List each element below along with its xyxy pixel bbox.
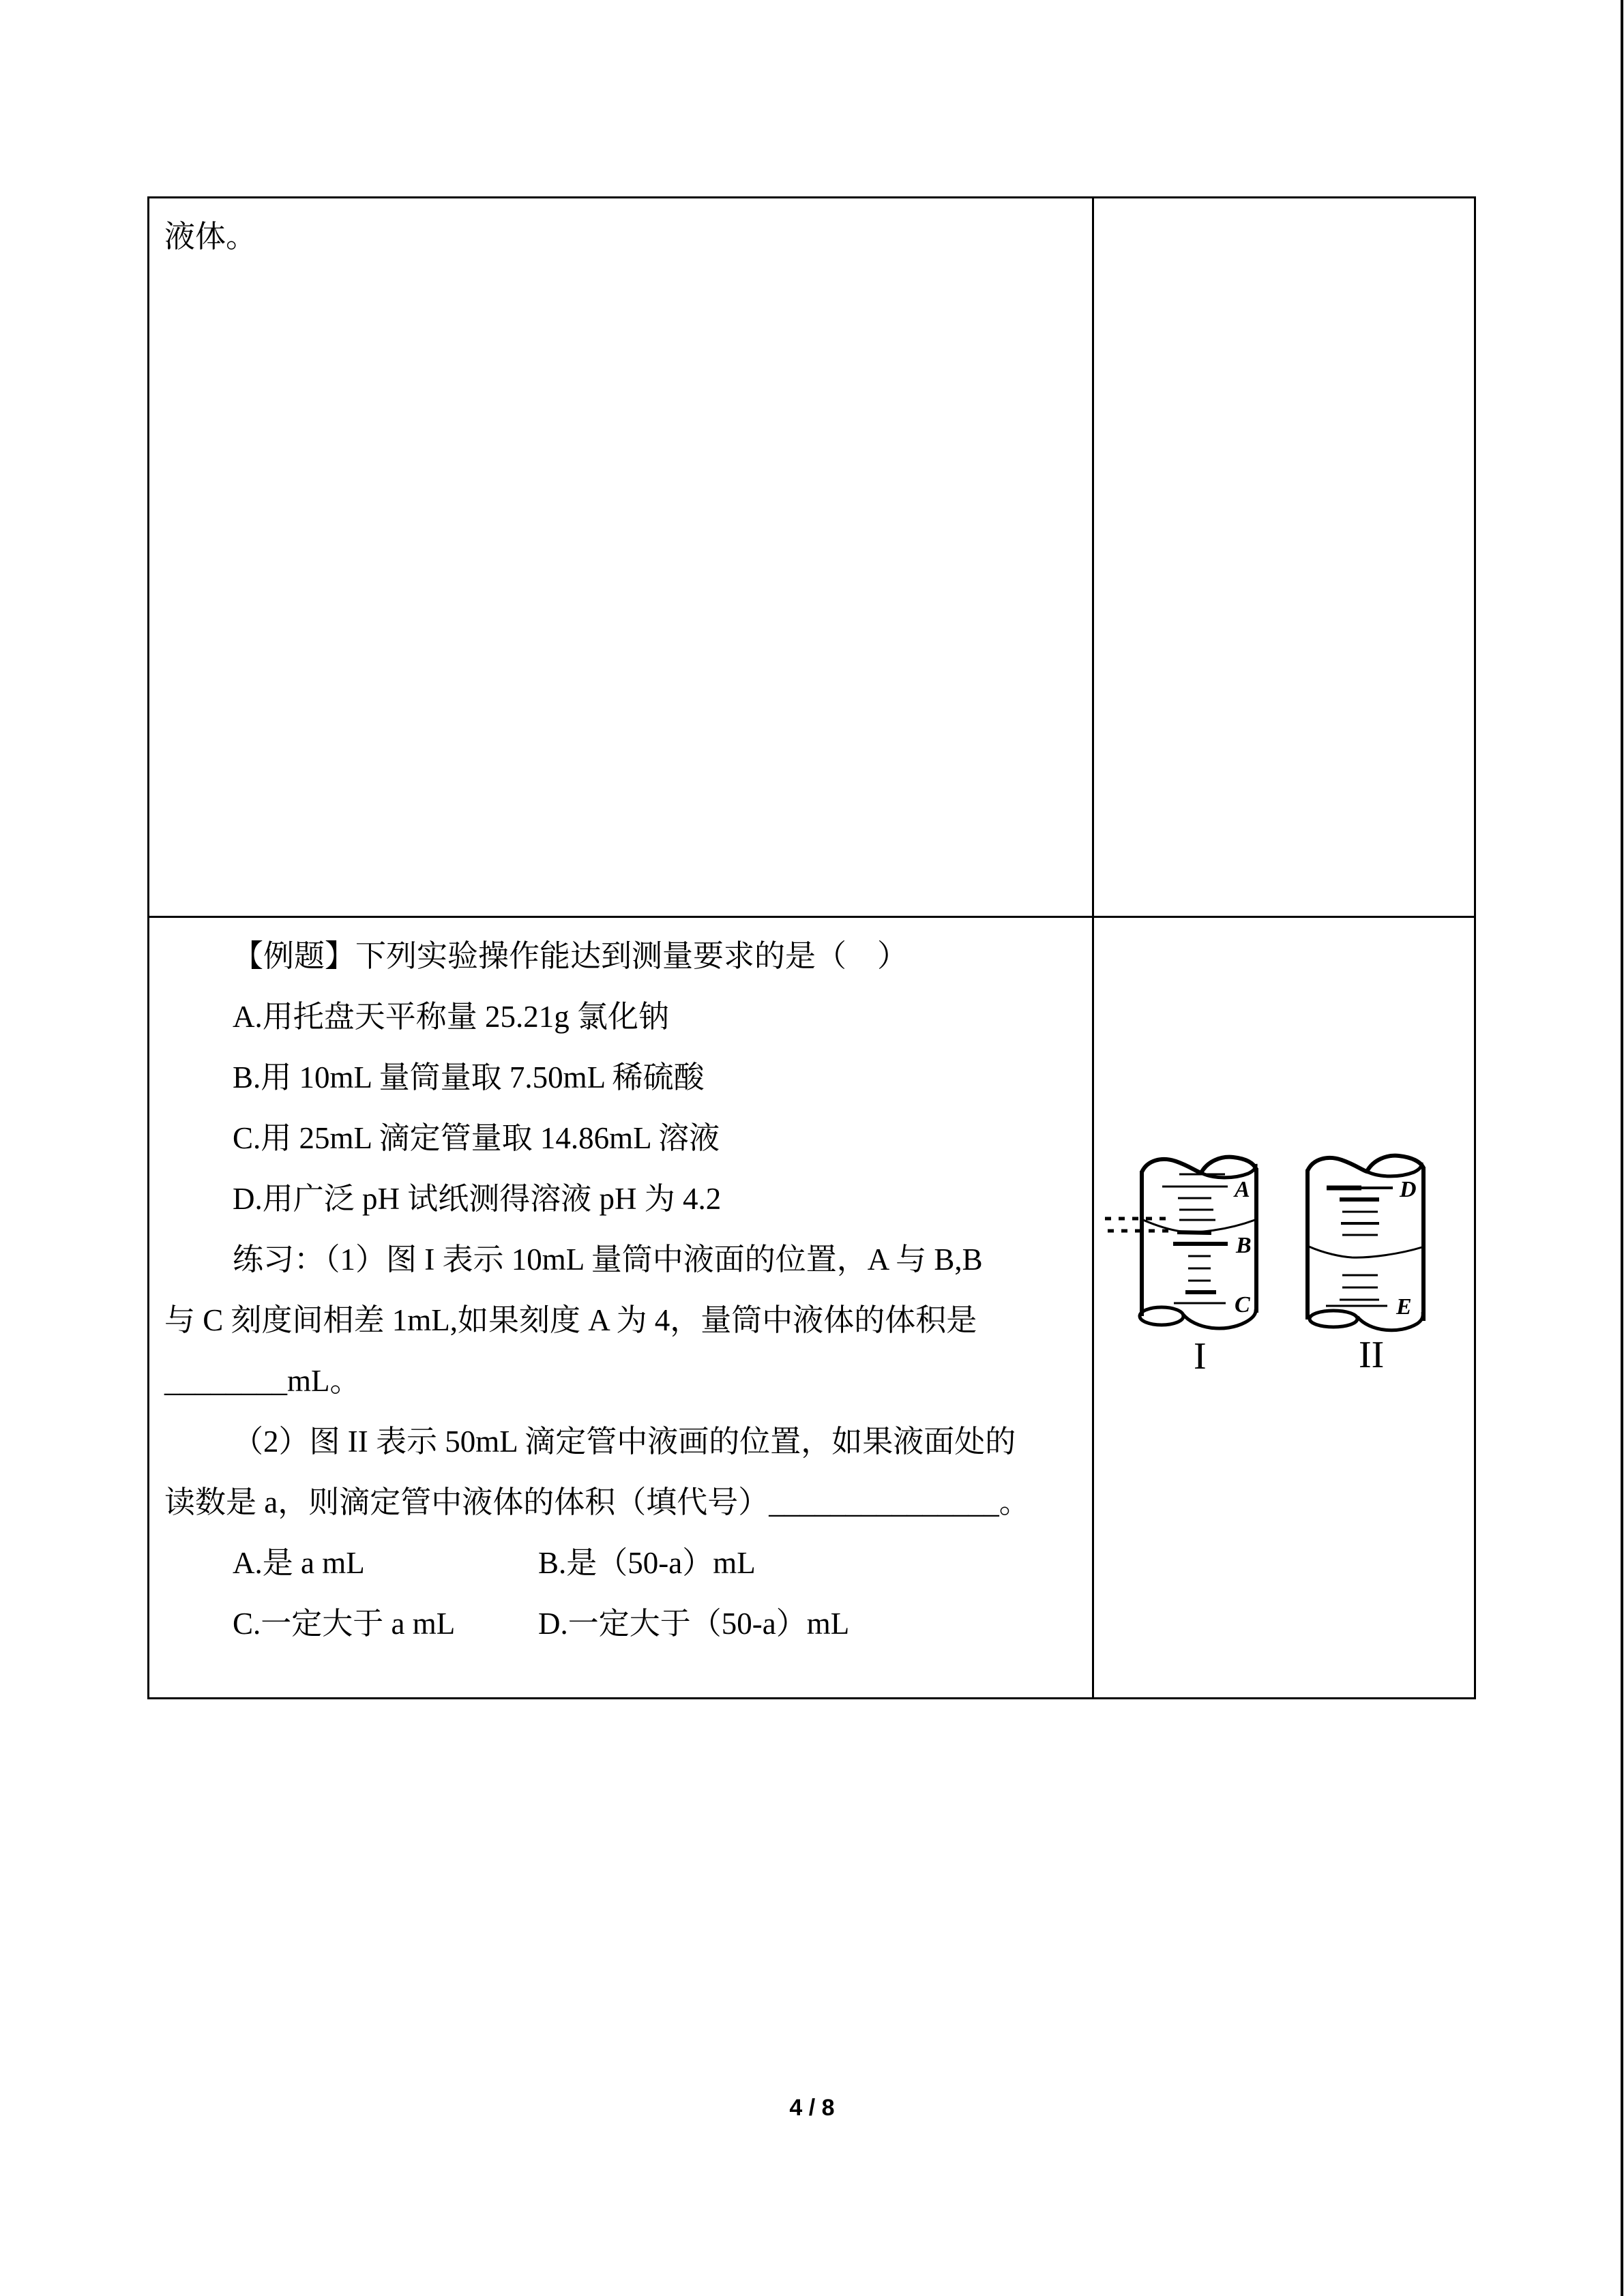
q2-option-a: A.是 a mL	[233, 1546, 365, 1580]
cyl1-torn-top-edge	[1142, 1157, 1256, 1173]
cyl2-scale-ticks	[1326, 1188, 1393, 1306]
caption-cylinder-2: II	[1359, 1334, 1385, 1376]
table-cell-bottom-left	[149, 918, 1094, 1697]
cyl1-meniscus	[1143, 1220, 1255, 1232]
scale-label-B: B	[1236, 1233, 1252, 1258]
line-q2-continued: 读数是 a，则滴定管中液体的体积（填代号）_______________。	[164, 1485, 1030, 1519]
line-option-b: B.用 10mL 量筒量取 7.50mL 稀硫酸	[233, 1060, 705, 1094]
line-q2-options-ab	[164, 1533, 1077, 1594]
cyl2-meniscus	[1309, 1247, 1422, 1257]
line-practice-q1: 练习：（1）图 I 表示 10mL 量筒中液面的位置，A 与 B,B	[233, 1242, 983, 1277]
cylinder-2	[1308, 1156, 1423, 1376]
line-q2: （2）图 II 表示 50mL 滴定管中液画的位置，如果液面处的	[233, 1425, 1016, 1459]
scale-label-C: C	[1235, 1292, 1250, 1317]
cylinders-svg	[1094, 1150, 1449, 1382]
scale-label-D: D	[1400, 1177, 1417, 1202]
cyl2-torn-top-loop	[1367, 1163, 1421, 1176]
table-cell-bottom-right	[1094, 918, 1474, 1697]
cyl2-torn-top-edge	[1308, 1156, 1423, 1172]
q2-option-c: C.一定大于 a mL	[233, 1607, 456, 1641]
scan-edge-line	[1621, 0, 1623, 2296]
scale-label-E: E	[1396, 1294, 1412, 1320]
cyl1-scale-ticks	[1162, 1174, 1228, 1303]
line-q1-blank: ________mL。	[164, 1364, 361, 1398]
cyl2-torn-bottom-swoosh	[1357, 1312, 1423, 1330]
table-cell-top-right	[1094, 198, 1474, 918]
cyl1-torn-top-loop	[1201, 1164, 1256, 1178]
table-cell-top-left	[149, 198, 1094, 918]
page-number: 4 / 8	[789, 2095, 835, 2121]
line-option-a: A.用托盘天平称量 25.21g 氯化钠	[233, 1000, 669, 1034]
worksheet-table	[147, 196, 1476, 1699]
line-q2-options-cd	[164, 1594, 1077, 1654]
cyl1-torn-bottom-ellipse	[1140, 1307, 1183, 1325]
line-q1-continued: 与 C 刻度间相差 1mL,如果刻度 A 为 4，量筒中液体的体积是	[164, 1303, 977, 1337]
q2-option-d: D.一定大于（50-a）mL	[538, 1607, 850, 1641]
line-option-d: D.用广泛 pH 试纸测得溶液 pH 为 4.2	[233, 1182, 722, 1216]
scale-label-A: A	[1235, 1177, 1250, 1202]
line-option-c: C.用 25mL 滴定管量取 14.86mL 溶液	[233, 1121, 720, 1155]
meniscus-guide-dotted-lines	[1105, 1219, 1170, 1231]
cyl2-torn-bottom-ellipse	[1310, 1311, 1357, 1327]
cyl1-meniscus-bold	[1177, 1232, 1211, 1233]
caption-cylinder-1: I	[1194, 1335, 1207, 1377]
line-liquid-text: 液体。	[164, 220, 257, 254]
cylinder-1	[1140, 1157, 1256, 1377]
measuring-cylinders-figure	[1094, 1150, 1449, 1382]
line-example-title: 【例题】下列实验操作能达到测量要求的是（ ）	[233, 939, 909, 973]
q2-option-b: B.是（50-a）mL	[538, 1546, 756, 1580]
